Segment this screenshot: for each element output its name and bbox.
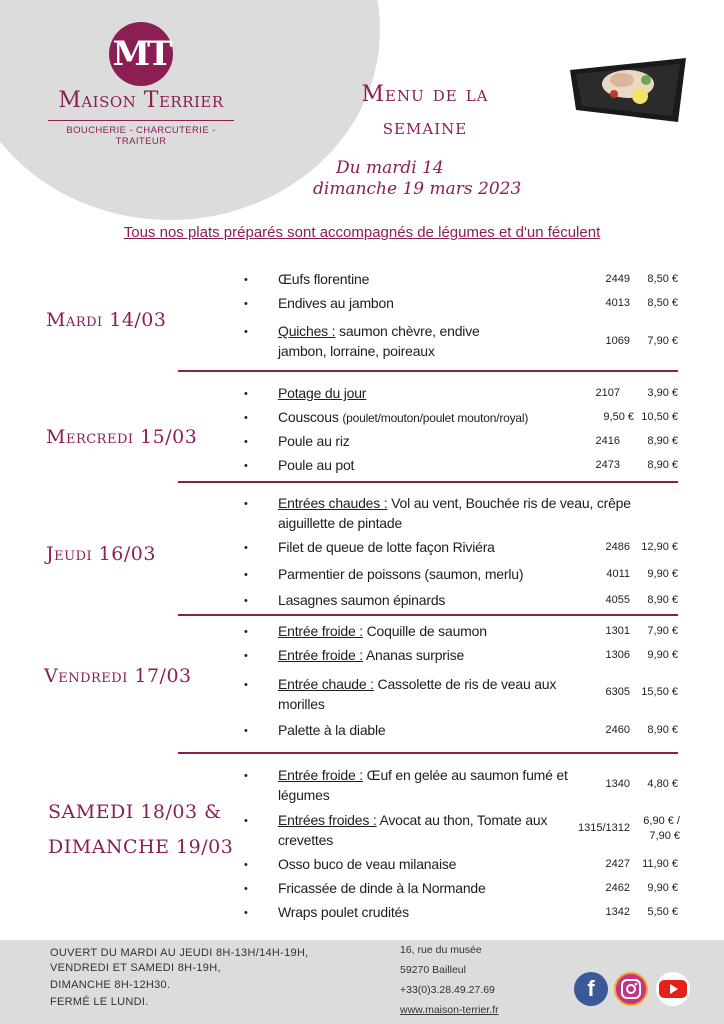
bullet: • [244,326,248,338]
bullet: • [244,412,248,424]
menu-item-category: Entrée froide : [278,623,363,639]
menu-title-line1: Menu de la [361,82,489,107]
brand-name: Maison Terrier [58,88,224,113]
menu-item-category: Entrée froide : [278,647,363,663]
bullet: • [244,436,248,448]
menu-item-code: 6305 [605,686,630,698]
menu-item-price: 8,50 € [647,297,678,309]
menu-item-label: Couscous [278,409,343,425]
menu-item-code: 4055 [605,594,630,606]
bullet: • [244,859,248,871]
bullet: • [244,298,248,310]
menu-item-code: 1069 [605,335,630,347]
menu-item-code: 2449 [605,273,630,285]
bullet: • [244,650,248,662]
menu-item-price: 8,90 € [647,724,678,736]
address-city: 59270 Bailleul [400,964,466,976]
menu-item-price: 7,90 € [647,625,678,637]
section-divider [178,481,678,483]
menu-item-price [636,814,680,844]
menu-item-price: 8,50 € [647,273,678,285]
menu-item-name [278,407,578,428]
menu-item-code: 2416 [595,435,620,447]
bullet: • [244,883,248,895]
menu-item-name [278,621,578,641]
menu-item-code: 2460 [605,724,630,736]
menu-item-name [278,674,578,714]
menu-item-price: 12,90 € [641,541,678,553]
menu-item-price: 15,50 € [641,686,678,698]
menu-item-description: Ananas surprise [362,647,465,663]
phone-number: +33(0)3.28.49.27.69 [400,984,495,996]
bullet: • [244,626,248,638]
day-label-saturday: SAMEDI 18/03 & [48,801,222,823]
bullet: • [244,679,248,691]
menu-item-name: Fricassée de dinde à la Normande [278,880,486,896]
menu-item-price: 9,90 € [647,649,678,661]
menu-item-name: Parmentier de poissons (saumon, merlu) [278,566,524,582]
menu-item-price: 8,90 € [647,594,678,606]
hours-line: FERMÉ LE LUNDI. [50,996,149,1008]
instagram-icon[interactable] [614,972,648,1006]
menu-item-name: Palette à la diable [278,722,386,738]
accompaniment-note: Tous nos plats préparés sont accompagnés de légumes et d'un féculent [123,224,601,241]
menu-item-description: Avocat au thon, Tomate aux crevettes [278,812,548,848]
menu-item-code: 2462 [605,882,630,894]
menu-item-name [278,765,578,805]
menu-item-price: 9,90 € [647,568,678,580]
date-range-end: dimanche 19 mars 2023 [313,179,522,199]
facebook-icon[interactable]: f [574,972,608,1006]
menu-item-name [278,810,578,850]
brand-divider [48,120,234,121]
menu-item-description: Vol au vent, Bouchée ris de veau, crêpe aiguillette de pintade [278,495,631,531]
menu-item-category: Entrée chaude : [278,676,374,692]
logo [109,22,173,86]
menu-item-name: Osso buco de veau milanaise [278,856,457,872]
menu-item-price: 8,90 € [647,459,678,471]
menu-title [330,78,520,144]
menu-item-name [278,645,578,665]
menu-item-code: 1315/1312 [578,822,630,834]
menu-item-price: 4,80 € [647,778,678,790]
hours-line: VENDREDI ET SAMEDI 8H-19H, [50,962,221,974]
date-range-start: Du mardi 14 [336,158,444,178]
menu-item-name [278,383,578,403]
menu-item-code: 2473 [595,459,620,471]
menu-item-name: Wraps poulet crudités [278,904,409,920]
bullet: • [244,815,248,827]
bullet: • [244,498,248,510]
bullet: • [244,907,248,919]
day-label-friday: Vendredi 17/03 [44,665,192,687]
menu-item-name: Poule au riz [278,433,350,449]
menu-title-line2: semaine [382,115,468,140]
menu-item-description: Cassolette de ris de veau aux morilles [278,676,557,712]
website-link[interactable]: www.maison-terrier.fr [400,1004,499,1016]
menu-item-name [278,321,508,361]
menu-item-name: Poule au pot [278,457,355,473]
menu-item-label: Potage du jour [278,385,367,401]
menu-item-category: Entrée froide : [278,767,363,783]
hours-line: OUVERT DU MARDI AU JEUDI 8H-13H/14H-19H, [50,947,309,959]
menu-item-price: 3,90 € [647,387,678,399]
day-label-sunday: DIMANCHE 19/03 [48,836,234,858]
section-divider [178,370,678,372]
menu-item-name: Lasagnes saumon épinards [278,592,446,608]
menu-item-price: 8,90 € [647,435,678,447]
menu-item-detail: (poulet/mouton/poulet mouton/royal) [342,411,529,425]
menu-item-price-a: 6,90 € / [643,815,680,827]
menu-item-code: 9,50 € [603,411,634,423]
menu-item-price: 7,90 € [647,335,678,347]
menu-item-name [278,493,658,533]
menu-item-name: Œufs florentine [278,271,370,287]
bullet: • [244,569,248,581]
menu-item-code: 2107 [595,387,620,399]
bullet: • [244,770,248,782]
menu-item-code: 1301 [605,625,630,637]
menu-item-code: 1306 [605,649,630,661]
youtube-glyph [658,978,688,1000]
menu-item-description: Coquille de saumon [362,623,487,639]
opening-hours [50,946,309,1010]
menu-item-category: Entrées froides : [278,812,377,828]
dish-photo-image [562,44,690,128]
menu-item-category: Entrées chaudes : [278,495,388,511]
instagram-glyph [620,978,642,1000]
bullet: • [244,542,248,554]
menu-item-description: saumon chèvre, endive jambon, lorraine, poireaux [278,323,480,359]
hours-line: DIMANCHE 8H-12H30. [50,979,171,991]
menu-item-code: 1342 [605,906,630,918]
menu-item-price: 10,50 € [641,411,678,423]
menu-item-description: Œuf en gelée au saumon fumé et légumes [278,767,568,803]
logo-monogram: MT [112,34,170,74]
address-block [400,940,499,1020]
address-street: 16, rue du musée [400,944,482,956]
menu-item-category: Quiches : [278,323,336,339]
menu-item-name: Endives au jambon [278,295,394,311]
menu-item-price: 9,90 € [647,882,678,894]
bullet: • [244,595,248,607]
day-label-tuesday: Mardi 14/03 [46,309,167,331]
menu-item-price: 5,50 € [647,906,678,918]
menu-item-code: 1340 [605,778,630,790]
brand-tagline: BOUCHERIE - CHARCUTERIE - TRAITEUR [66,125,216,147]
menu-item-code: 4011 [606,568,630,580]
bullet: • [244,725,248,737]
bullet: • [244,460,248,472]
menu-item-price: 11,90 € [642,858,678,870]
menu-item-code: 2486 [605,541,630,553]
bullet: • [244,388,248,400]
day-label-thursday: Jeudi 16/03 [46,543,156,565]
menu-item-code: 2427 [605,858,630,870]
youtube-icon[interactable] [656,972,690,1006]
section-divider [178,614,678,616]
menu-item-price-b: 7,90 € [649,830,680,842]
menu-item-code: 4013 [605,297,630,309]
menu-item-name: Filet de queue de lotte façon Riviéra [278,539,495,555]
bullet: • [244,274,248,286]
day-label-wednesday: Mercredi 15/03 [46,426,198,448]
section-divider [178,752,678,754]
